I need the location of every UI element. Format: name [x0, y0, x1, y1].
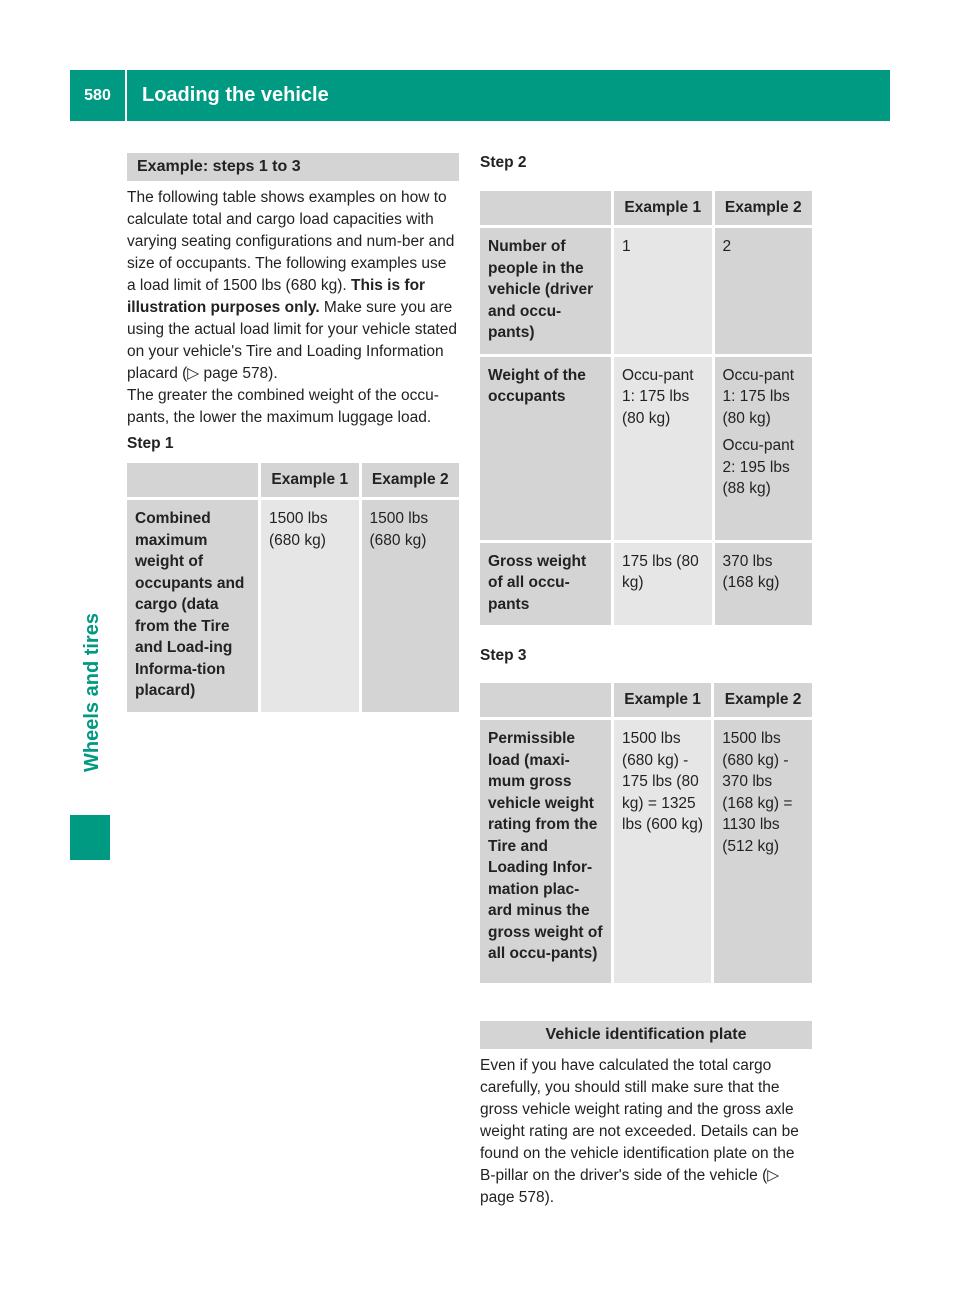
page-title: Loading the vehicle — [142, 84, 329, 106]
row-label: Permissible load (maxi-mum gross vehicle weight rating from the Tire and Loading Infor-mation plac-ard minus the gross weight of all occu-pants) — [480, 720, 611, 983]
step-2-table — [480, 191, 812, 625]
table-row — [480, 228, 812, 354]
page-header — [70, 70, 890, 121]
table-header-example-1: Example 1 — [258, 463, 359, 500]
row-value-example-2: 1500 lbs (680 kg) — [359, 500, 460, 712]
row-value-example-1: 1 — [611, 228, 712, 354]
chapter-tab-label: Wheels and tires — [80, 613, 103, 772]
occupant-weight-paragraph: The greater the combined weight of the occu-pants, the lower the maximum luggage load. — [127, 387, 439, 426]
vehicle-id-plate-paragraph: Even if you have calculated the total cargo carefully, you should still make sure that the gross vehicle weight rating and the gross axle weight rating are not exceeded. Details can be found on the vehicle identification plate on the B-pillar on the driver's side of the vehicle (▷ page 578). — [480, 1057, 799, 1206]
table-header-example-2: Example 2 — [712, 191, 813, 228]
row-value-example-2: 1500 lbs (680 kg) - 370 lbs (168 kg) = 1130 lbs (512 kg) — [711, 720, 812, 983]
occupant-1-weight: Occu-pant 1: 175 lbs (80 kg) — [722, 366, 795, 427]
table-row — [127, 500, 459, 712]
intro-text: The following table shows examples on how to calculate total and cargo load capacities with varying seating configurations and num-ber and size of occupants. The following examples use a load limit of 1500 lbs (680 kg). — [127, 189, 455, 294]
table-header-empty — [480, 191, 611, 228]
table-header-example-2: Example 2 — [359, 463, 460, 500]
right-column — [480, 153, 812, 1209]
intro-text-continued: Make sure you are using the actual load limit for your vehicle stated on your vehicle's Tire and Loading Information placard (▷ page 578). — [127, 299, 457, 382]
row-value-example-1: Occu-pant 1: 175 lbs (80 kg) — [611, 354, 712, 540]
step-2-label: Step 2 — [480, 154, 527, 171]
step-3-label: Step 3 — [480, 647, 527, 664]
row-value-example-1: 1500 lbs (680 kg) — [258, 500, 359, 712]
step-1-table — [127, 463, 459, 712]
table-row — [480, 720, 812, 983]
intro-paragraph — [127, 187, 459, 385]
step-3-table — [480, 683, 812, 983]
row-value-example-2: 370 lbs (168 kg) — [712, 540, 813, 626]
row-value-example-1: 175 lbs (80 kg) — [611, 540, 712, 626]
table-header-example-1: Example 1 — [611, 191, 712, 228]
table-row — [480, 354, 812, 540]
page-number: 580 — [70, 70, 127, 121]
row-value-example-1: 1500 lbs (680 kg) - 175 lbs (80 kg) = 1325 lbs (600 kg) — [611, 720, 711, 983]
table-header-example-2: Example 2 — [711, 683, 812, 720]
row-label: Combined maximum weight of occupants and cargo (data from the Tire and Load-ing Informa-tion placard) — [127, 500, 258, 712]
intro-bold-text: This is for illustration purposes only. — [127, 277, 426, 316]
row-label: Number of people in the vehicle (driver and occu-pants) — [480, 228, 611, 354]
chapter-tab — [72, 580, 112, 805]
table-header-empty — [480, 683, 611, 720]
row-label: Weight of the occupants — [480, 354, 611, 540]
section-heading-examples: Example: steps 1 to 3 — [127, 153, 459, 181]
table-header-empty — [127, 463, 258, 500]
row-value-example-2 — [712, 354, 813, 540]
step-1-label: Step 1 — [127, 435, 174, 452]
section-heading-vehicle-id-plate: Vehicle identification plate — [480, 1021, 812, 1049]
occupant-2-weight: Occu-pant 2: 195 lbs (88 kg) — [722, 437, 795, 497]
left-column — [127, 153, 459, 712]
row-value-example-2: 2 — [712, 228, 813, 354]
table-row — [480, 540, 812, 626]
chapter-tab-marker — [70, 815, 110, 860]
row-label: Gross weight of all occu-pants — [480, 540, 611, 626]
table-header-example-1: Example 1 — [611, 683, 711, 720]
